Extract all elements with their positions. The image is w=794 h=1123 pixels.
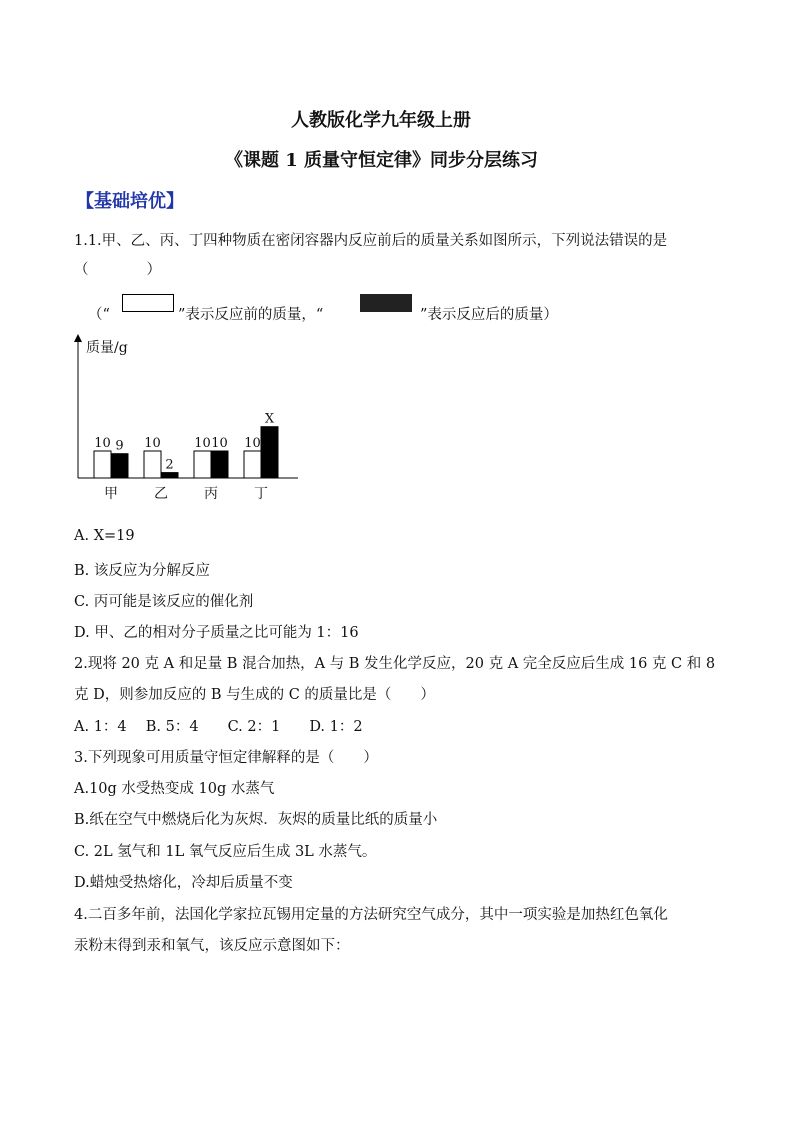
label-after-4: X — [264, 411, 275, 427]
category-label-2: 乙 — [154, 486, 168, 502]
legend-before-swatch — [122, 294, 174, 312]
label-before-4: 10 — [244, 436, 261, 451]
category-label-3: 丙 — [204, 486, 218, 502]
y-axis-label: 质量/g — [86, 340, 128, 356]
q1-option-d: D. 甲、乙的相对分子质量之比可能为 1：16 — [74, 625, 359, 641]
bar-after-1 — [111, 454, 128, 478]
label-before-1: 10 — [94, 436, 111, 451]
bar-after-4 — [261, 427, 278, 478]
page-subtitle: 《课题 1 质量守恒定律》同步分层练习 — [225, 150, 539, 171]
q2-options: A. 1：4 B. 5：4 C. 2：1 D. 1：2 — [74, 719, 363, 735]
q3-option-b: B.纸在空气中燃烧后化为灰烬．灰烬的质量比纸的质量小 — [74, 812, 438, 828]
label-after-2: 2 — [165, 457, 174, 473]
q1-option-b: B. 该反应为分解反应 — [74, 563, 210, 579]
legend-after-swatch — [360, 294, 412, 312]
q1-option-c: C. 丙可能是该反应的催化剂 — [74, 594, 254, 610]
legend-open: （“ — [88, 307, 110, 323]
q3-stem: 3.下列现象可用质量守恒定律解释的是（ ） — [74, 750, 378, 766]
q1-stem-line1: 1.1.甲、乙、丙、丁四种物质在密闭容器内反应前后的质量关系如图所示，下列说法错误的是 — [74, 233, 668, 249]
q3-option-c: C. 2L 氢气和 1L 氧气反应后生成 3L 水蒸气。 — [74, 844, 377, 860]
bar-after-3 — [211, 451, 228, 478]
q3-option-d: D.蜡烛受热熔化，冷却后质量不变 — [74, 875, 293, 891]
legend-before-text: ”表示反应前的质量，“ — [178, 307, 324, 323]
section-label: 【基础培优】 — [76, 191, 184, 212]
bar-before-1 — [94, 451, 111, 478]
page-title: 人教版化学九年级上册 — [291, 110, 471, 131]
bar-before-3 — [194, 451, 211, 478]
q2-stem-line2: 克 D，则参加反应的 B 与生成的 C 的质量比是（ ） — [74, 687, 435, 703]
q1-stem-line2: （ ） — [74, 262, 161, 278]
category-label-1: 甲 — [104, 486, 118, 502]
y-axis-arrow — [74, 334, 82, 342]
q2-stem-line1: 2.现将 20 克 A 和足量 B 混合加热，A 与 B 发生化学反应，20 克 A 完全反应后生成 16 克 C 和 8 — [74, 656, 716, 672]
label-before-2: 10 — [144, 436, 161, 451]
label-before-3: 10 — [194, 436, 211, 451]
category-label-4: 丁 — [254, 486, 268, 502]
q4-stem-line1: 4.二百多年前，法国化学家拉瓦锡用定量的方法研究空气成分，其中一项实验是加热红色氧化 — [74, 907, 668, 923]
bar-after-2 — [161, 473, 178, 478]
label-after-3: 10 — [211, 436, 228, 451]
label-after-1: 9 — [115, 438, 124, 454]
mass-bar-chart — [66, 328, 306, 508]
q3-option-a: A.10g 水受热变成 10g 水蒸气 — [74, 781, 275, 797]
q4-stem-line2: 汞粉末得到汞和氧气，该反应示意图如下： — [74, 938, 350, 954]
bar-before-4 — [244, 451, 261, 478]
q1-option-a: A. X=19 — [74, 528, 135, 544]
bar-before-2 — [144, 451, 161, 478]
legend-after-text: ”表示反应后的质量） — [420, 307, 558, 323]
